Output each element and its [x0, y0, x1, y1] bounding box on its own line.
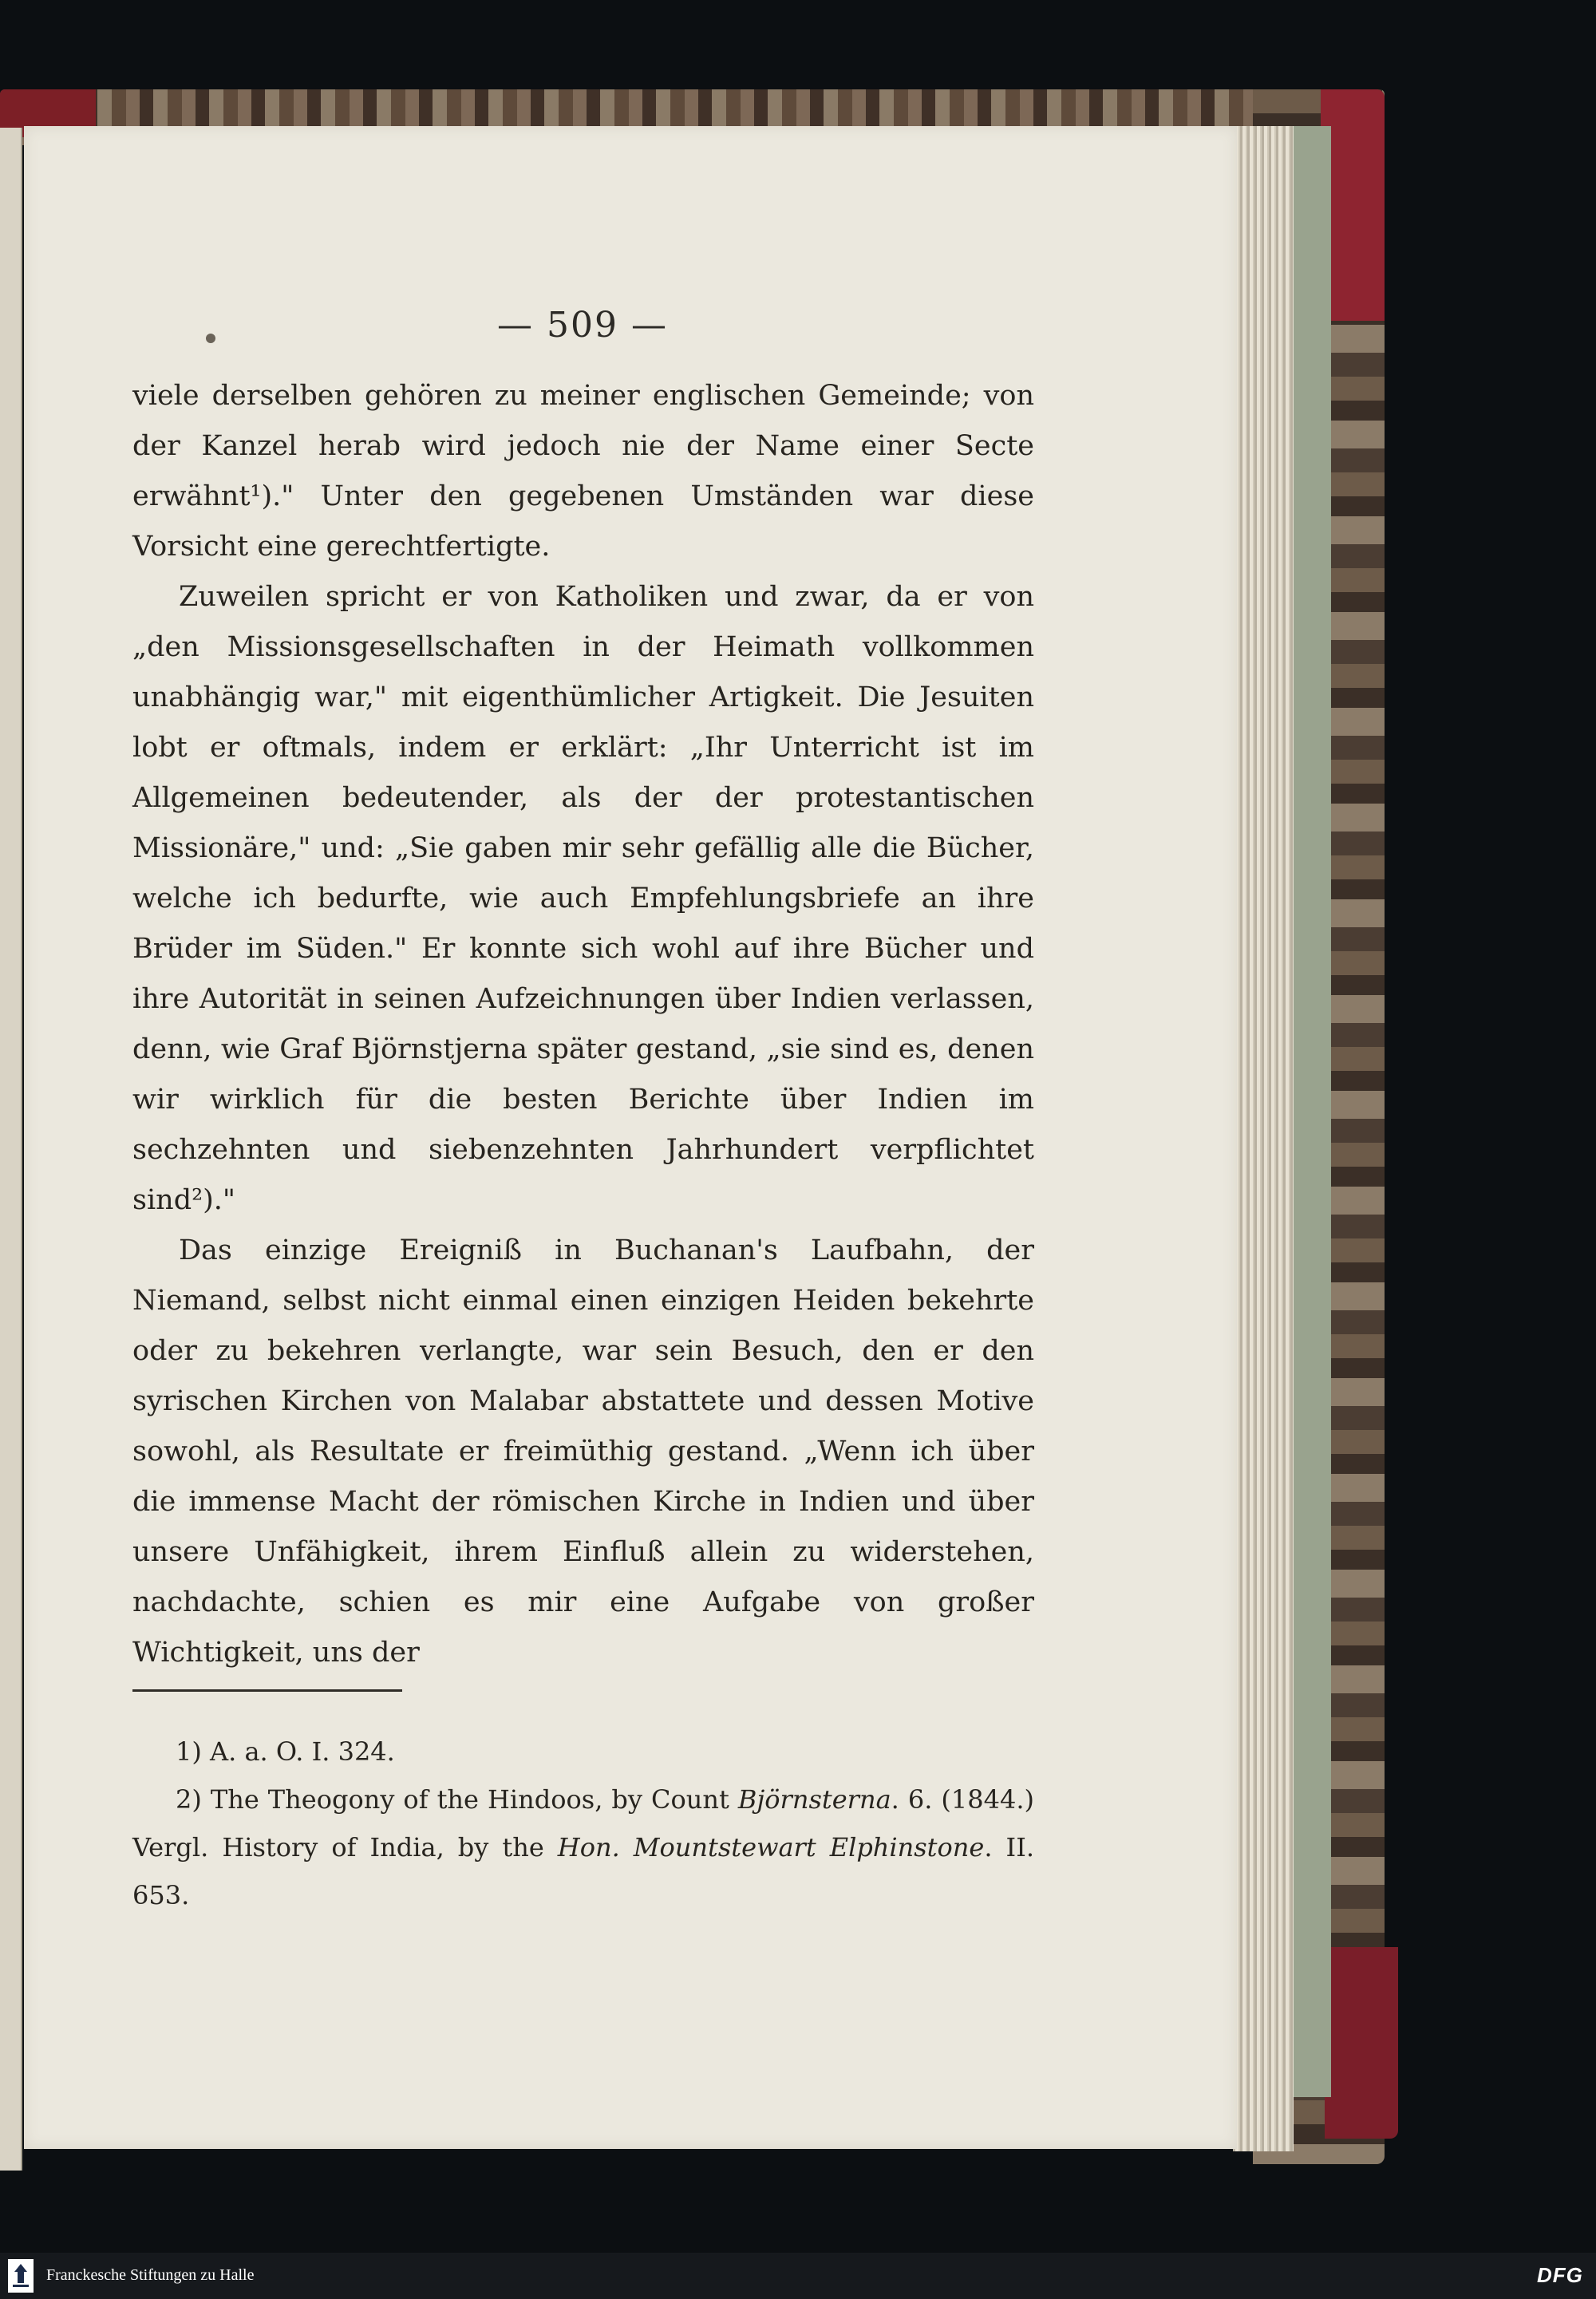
paragraph-3: Das einzige Ereigniß in Buchanan's Laufbahn, der Niemand, selbst nicht einmal einen einzigen Heiden bekehrte oder zu bekehren verlangte, war sein Besuch, den er den syrischen Kirchen von Malabar abstattete und dessen Motive sowohl, als Resultate er freimüthig gestand. „Wenn ich über die immense Macht der römischen Kirche in Indien und über unsere Unfähigkeit, ihrem Einfluß allein zu widerstehen, nachdachte, schien es mir eine Aufgabe von großer Wichtigkeit, uns der [132, 1234, 1034, 1669]
footnote-2-part-e: . II. 653. [132, 1832, 1035, 1910]
paragraph-2: Zuweilen spricht er von Katholiken und zwar, da er von „den Missionsgesellschaften in der Heimath vollkommen unabhängig war," mit eigenthümlicher Artigkeit. Die Jesuiten lobt er oftmals, indem er erklärt: „Ihr Unterricht ist im Allgemeinen bedeutender, als der der protestantischen Missionäre," und: „Sie gaben mir sehr gefällig alle die Bücher, welche ich bedurfte, wie auch Empfehlungsbriefe an ihre Brüder im Süden." Er konnte sich wohl auf ihre Bücher und ihre Autorität in seinen Aufzeichnungen über Indien verlassen, denn, wie Graf Björnstjerna später gestand, „sie sind es, denen wir wirklich für die besten Berichte über Indien im sechzehnten und siebenzehnten Jahrhundert verpflichtet sind²)." [132, 581, 1034, 1216]
page-number: — 509 — [497, 305, 668, 346]
footnote-divider [132, 1689, 402, 1692]
footnote-1: 1) A. a. O. I. 324. [176, 1736, 395, 1767]
book-cover-red-bottom-right [1325, 1947, 1398, 2139]
book-endpaper [1293, 126, 1331, 2097]
book-left-edge [0, 128, 22, 2171]
footnote-2 [132, 1776, 1034, 1919]
footnotes [132, 1728, 1034, 1919]
paragraph-1: viele derselben gehören zu meiner englischen Gemeinde; von der Kanzel herab wird jedoch nie der Name einer Secte erwähnt¹)." Unter den gegebenen Umständen war diese Vorsicht eine gerechtfertigte. [132, 380, 1034, 563]
footnote-2-part-c: . 6. (1844.) Vergl. History of India, by the [132, 1784, 1034, 1863]
footnote-2-author-2: Hon. Mountstewart Elphinstone [557, 1832, 985, 1863]
archive-name: Franckesche Stiftungen zu Halle [46, 2266, 255, 2284]
dfg-logo: DFG [1537, 2263, 1583, 2287]
ink-dot [206, 334, 215, 343]
archive-logo-icon [8, 2259, 34, 2293]
footnote-2-author: Björnsterna [737, 1784, 891, 1815]
book-page-edges [1233, 126, 1294, 2151]
footnote-2-part-a: 2) The Theogony of the Hindoos, by Count [176, 1784, 738, 1815]
body-text [132, 371, 1034, 1678]
